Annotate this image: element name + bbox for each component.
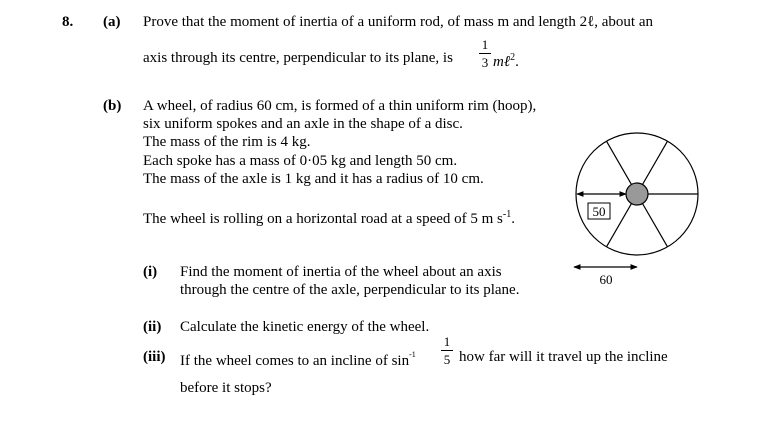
part-b-line-2: The mass of the rim is 4 kg. (143, 134, 311, 150)
part-a-label: (a) (103, 14, 121, 30)
sub-iii-pre-text: If the wheel comes to an incline of sin (180, 353, 410, 369)
speed-text: The wheel is rolling on a horizontal road at a speed of 5 m s (143, 211, 503, 227)
sub-ii-text: Calculate the kinetic energy of the wheel. (180, 319, 430, 335)
sub-iii-post: how far will it travel up the incline (459, 349, 668, 365)
part-a-line2: axis through its centre, perpendicular to its plane, is (143, 50, 453, 66)
sub-iii-line2: before it stops? (180, 380, 272, 396)
part-b-line-1: six uniform spokes and an axle in the shape of a disc. (143, 116, 463, 132)
part-a-frac-bar (479, 53, 491, 54)
sub-iii-frac-num: 1 (443, 334, 451, 349)
spoke-length-label: 50 (592, 204, 606, 219)
part-a-line1: Prove that the moment of inertia of a uniform rod, of mass m and length 2ℓ, about an (143, 14, 653, 30)
part-b-speed-line (143, 206, 515, 228)
sub-iii-frac-bar (441, 350, 453, 351)
part-b-line-0: A wheel, of radius 60 cm, is formed of a thin uniform rim (hoop), (143, 98, 537, 114)
sub-iii-label: (iii) (143, 349, 166, 365)
part-a-frac-den: 3 (481, 55, 489, 70)
part-a-expr-m: m (493, 54, 504, 70)
part-b-line-3: Each spoke has a mass of 0·05 kg and length 50 cm. (143, 153, 458, 169)
part-a-expr-l: ℓ (503, 54, 511, 70)
wheel-diagram (560, 130, 700, 290)
part-a-expression (493, 49, 519, 71)
sub-i-line1: Find the moment of inertia of the wheel about an axis (180, 264, 502, 280)
sub-iii-sup: -1 (409, 350, 416, 359)
part-b-line-4: The mass of the axle is 1 kg and it has a radius of 10 cm. (143, 171, 484, 187)
axle-disc (626, 183, 648, 205)
speed-end: . (511, 211, 515, 227)
sub-iii-frac-den: 5 (443, 352, 451, 367)
part-a-expr-sup: 2 (510, 52, 516, 63)
question-number: 8. (62, 14, 74, 30)
sub-iii-pre (180, 348, 416, 370)
part-a-frac-num: 1 (481, 37, 489, 52)
sub-i-line2: through the centre of the axle, perpendicular to its plane. (180, 282, 520, 298)
sub-i-label: (i) (143, 264, 158, 280)
part-b-label: (b) (103, 98, 122, 114)
speed-sup: -1 (502, 209, 512, 220)
part-a-expr-dot: . (515, 54, 519, 70)
sub-ii-label: (ii) (143, 319, 162, 335)
radius-label: 60 (599, 272, 613, 287)
